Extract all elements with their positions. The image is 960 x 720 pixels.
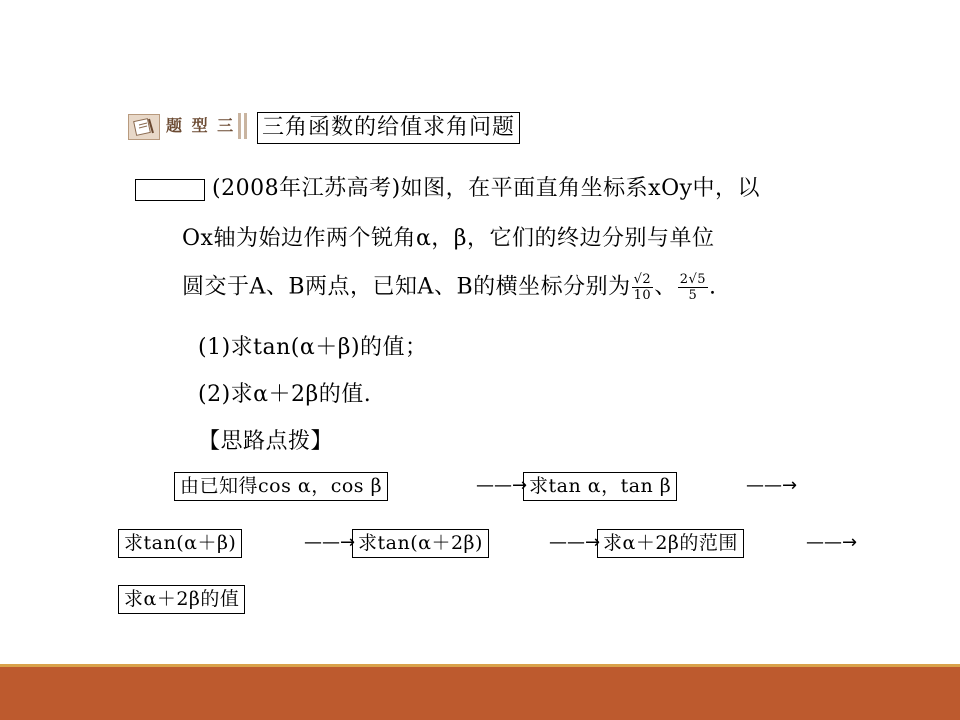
question-2: (2)求α＋2β的值. (198, 382, 372, 407)
fraction-1 (632, 272, 654, 303)
flow-box-tan-sum: 求tan(α＋β) (118, 529, 242, 558)
question-1: (1)求tan(α＋β)的值； (198, 335, 428, 360)
flow-box-value: 求α＋2β的值 (118, 585, 245, 614)
flow-box-tan: 求tan α，tan β (523, 472, 677, 501)
flow-arrow-1: ——→ (476, 475, 528, 496)
problem-line-2: Ox轴为始边作两个锐角α，β，它们的终边分别与单位 (182, 226, 715, 251)
fraction-2-denominator: 5 (688, 288, 698, 303)
fraction-2-numerator: 2√5 (679, 272, 707, 287)
flow-box-known-cos: 由已知得cos α，cos β (174, 472, 388, 501)
section-title: 三角函数的给值求角问题 (257, 112, 520, 144)
hint-heading: 【思路点拨】 (198, 429, 334, 454)
example-label-box (135, 179, 205, 201)
section-tag-divider (238, 113, 252, 139)
section-tag-label: 题 型 三 (166, 116, 236, 135)
problem-line-1: (2008年江苏高考)如图，在平面直角坐标系xOy中，以 (212, 176, 761, 201)
flow-arrow-2: ——→ (746, 475, 798, 496)
flow-box-range: 求α＋2β的范围 (597, 529, 744, 558)
line-3-end: . (709, 274, 717, 300)
flow-arrow-5: ——→ (806, 532, 858, 553)
fraction-separator: 、 (654, 274, 677, 300)
problem-line-3-text: 圆交于A、B两点，已知A、B的横坐标分别为 (182, 274, 631, 300)
flow-arrow-3: ——→ (304, 532, 356, 553)
fraction-1-denominator: 10 (633, 288, 652, 303)
fraction-2 (678, 272, 708, 303)
fraction-1-numerator: √2 (633, 272, 652, 287)
problem-line-3 (182, 272, 717, 303)
section-tag-icon (128, 114, 160, 140)
footer-band (0, 667, 960, 720)
flow-box-tan-double: 求tan(α＋2β) (352, 529, 489, 558)
flow-arrow-4: ——→ (549, 532, 601, 553)
